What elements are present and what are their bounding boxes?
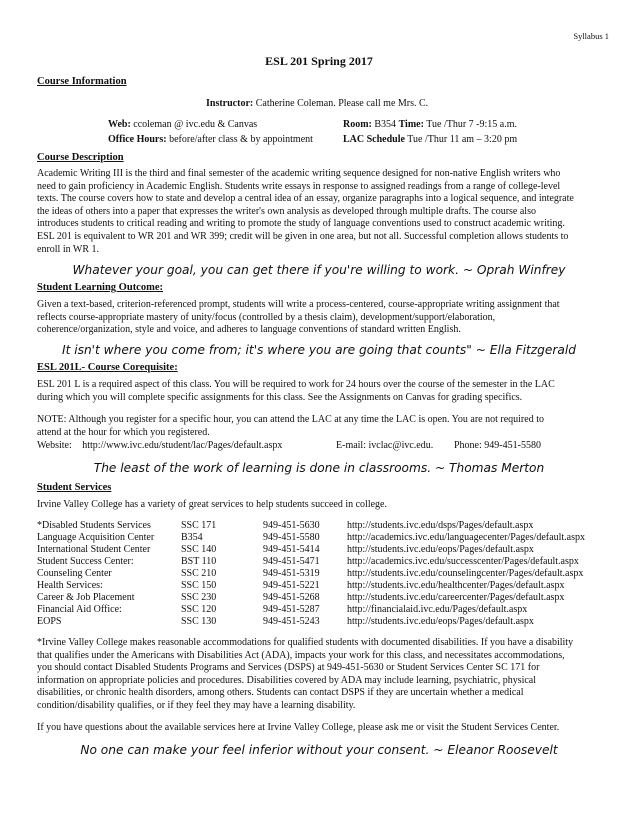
- course-description-heading: Course Description: [37, 152, 124, 163]
- student-services-heading: Student Services: [37, 482, 112, 493]
- quote-oprah-winfrey: Whatever your goal, you can get there if you're willing to work. ~ Oprah Winfrey: [72, 263, 566, 277]
- time-label: Time:: [398, 119, 424, 130]
- service-name: Career & Job Placement: [37, 592, 135, 603]
- outcome-line: Given a text-based, criterion-referenced prompt, students will write a process-centered, course-appropriate writing assignment that: [37, 299, 560, 310]
- corequisite-heading: ESL 201L- Course Corequisite:: [37, 362, 178, 373]
- service-name: EOPS: [37, 616, 62, 627]
- service-phone: 949-451-5471: [263, 556, 320, 567]
- web-label: Web:: [108, 119, 131, 130]
- quote-ella-fitzgerald: It isn't where you come from; it's where you are going that counts" ~ Ella Fitzgerald: [61, 343, 577, 357]
- service-room: SSC 150: [181, 580, 217, 591]
- service-room: SSC 120: [181, 604, 217, 615]
- outcome-line: coherence/organization, style and voice, and adheres to language conventions of standard written English.: [37, 324, 461, 336]
- lac-email: E-mail: ivclac@ivc.edu.: [336, 440, 434, 451]
- quote-eleanor-roosevelt: No one can make your feel inferior without your consent. ~ Eleanor Roosevelt: [80, 743, 558, 757]
- service-phone: 949-451-5580: [263, 532, 320, 543]
- learning-outcome-heading: Student Learning Outcome:: [37, 282, 163, 293]
- description-line: the ideas of others into a paper that expresses the writer's own analysis as developed through multiple drafts. The course also: [37, 205, 536, 217]
- service-room: SSC 171: [181, 520, 217, 531]
- office-hours-label: Office Hours:: [108, 134, 167, 145]
- service-phone: 949-451-5630: [263, 520, 320, 531]
- ada-line: disabilities, or chronic health disorders, among others. Students can contact DSPS if they are uncertain whether a medical: [37, 687, 524, 699]
- description-line: texts. The course covers how to state and develop a central idea of an essay, organize paragraphs into a logical sequence, and integrate: [37, 193, 574, 205]
- course-information-heading: Course Information: [37, 76, 127, 87]
- service-room: SSC 210: [181, 568, 217, 579]
- lac-website-link[interactable]: http://www.ivc.edu/student/lac/Pages/default.aspx: [82, 440, 283, 451]
- service-url[interactable]: http://students.ivc.edu/eops/Pages/default.aspx: [347, 544, 534, 555]
- service-room: SSC 230: [181, 592, 217, 603]
- service-name: Student Success Center:: [37, 556, 134, 567]
- office-hours-line: [108, 134, 313, 147]
- ada-accommodations-text: [37, 637, 603, 713]
- ada-line: condition/disability qualifies, or if they feel they may have a learning disability.: [37, 699, 356, 711]
- quote-thomas-merton: The least of the work of learning is done in classrooms. ~ Thomas Merton: [93, 461, 545, 475]
- room-value: B354: [374, 119, 397, 130]
- ada-line: you should contact Disabled Students Programs and Services (DSPS) at 949-451-5630 or Student Services Center SC 171 for: [37, 662, 540, 674]
- service-name: Health Services:: [37, 580, 103, 591]
- page-title: ESL 201 Spring 2017: [265, 54, 373, 68]
- lac-website-line: [37, 440, 282, 453]
- service-room: B354: [181, 532, 203, 543]
- note-line: attend at the hour for which you registered.: [37, 426, 210, 438]
- service-name: Counseling Center: [37, 568, 112, 579]
- corequisite-line: ESL 201 L is a required aspect of this class. You will be required to work for 24 hours over the course of the semester in the LAC: [37, 379, 555, 390]
- service-url[interactable]: http://students.ivc.edu/eops/Pages/default.aspx: [347, 616, 534, 627]
- service-url[interactable]: http://academics.ivc.edu/successcenter/Pages/default.aspx: [347, 556, 579, 567]
- description-line: introduces students to critical reading and writing to promote the study of language conventions used to construct academic writing.: [37, 218, 565, 230]
- web-value: ccoleman @ ivc.edu & Canvas: [133, 119, 258, 130]
- web-line: [108, 119, 257, 132]
- service-name: Financial Aid Office:: [37, 604, 122, 615]
- lac-phone: Phone: 949-451-5580: [454, 440, 541, 451]
- instructor-line: [206, 98, 428, 111]
- corequisite-text: [37, 379, 603, 404]
- lac-schedule-value: Tue /Thur 11 am – 3:20 pm: [407, 134, 518, 145]
- service-room: SSC 140: [181, 544, 217, 555]
- service-url[interactable]: http://students.ivc.edu/dsps/Pages/default.aspx: [347, 520, 534, 531]
- room-label: Room:: [343, 119, 372, 130]
- service-phone: 949-451-5221: [263, 580, 320, 591]
- student-services-intro: Irvine Valley College has a variety of great services to help students succeed in college.: [37, 499, 387, 510]
- service-url[interactable]: http://students.ivc.edu/healthcenter/Pages/default.aspx: [347, 580, 565, 591]
- corequisite-line: during which you will complete specific assignments for this class. See the Assignments on Canvas for grading specifics.: [37, 391, 523, 403]
- service-room: SSC 130: [181, 616, 217, 627]
- service-url[interactable]: http://financialaid.ivc.edu/Pages/default.aspx: [347, 604, 528, 615]
- service-phone: 949-451-5414: [263, 544, 320, 555]
- time-value: Tue /Thur 7 -9:15 a.m.: [426, 119, 518, 130]
- note-line: NOTE: Although you register for a specific hour, you can attend the LAC at any time the LAC is open. You are not required to: [37, 414, 544, 425]
- service-phone: 949-451-5243: [263, 616, 320, 627]
- ada-line: that qualifies under the Americans with Disabilities Act (ADA), impacts your work for this class, and necessitates accommodations,: [37, 649, 565, 661]
- page-number: Syllabus 1: [573, 31, 609, 41]
- service-url[interactable]: http://students.ivc.edu/counselingcenter/Pages/default.aspx: [347, 568, 584, 579]
- office-hours-value: before/after class & by appointment: [169, 134, 313, 145]
- course-description-text: [37, 168, 603, 256]
- service-name: *Disabled Students Services: [37, 520, 151, 531]
- instructor-value: Catherine Coleman. Please call me Mrs. C.: [255, 98, 429, 109]
- service-name: Language Acquisition Center: [37, 532, 155, 543]
- service-phone: 949-451-5319: [263, 568, 320, 579]
- description-line: ESL 201 is equivalent to WR 201 and WR 399; credit will be given in one area, but not all. Successful completion allows students to: [37, 230, 569, 242]
- outcome-line: reflects course-appropriate mastery of unity/focus (controlled by a thesis claim), development/support/elaboration,: [37, 311, 496, 323]
- ada-line: information on appropriate policies and procedures. Disabilities covered by ADA may include learning, psychiatric, physical: [37, 674, 537, 686]
- service-phone: 949-451-5287: [263, 604, 320, 615]
- lac-schedule-line: [343, 134, 517, 147]
- description-line: need to gain proficiency in Academic English. Students write essays in response to assigned readings from a range of college-level: [37, 180, 561, 192]
- service-room: BST 110: [181, 556, 217, 567]
- learning-outcome-text: [37, 299, 603, 337]
- ada-line: *Irvine Valley College makes reasonable accommodations for qualified students with documented disabilities. If you have a disability: [37, 637, 574, 648]
- description-line: enroll in WR 1.: [37, 243, 100, 255]
- service-phone: 949-451-5268: [263, 592, 320, 603]
- service-url[interactable]: http://students.ivc.edu/careercenter/Pages/default.aspx: [347, 592, 565, 603]
- services-closing-text: If you have questions about the available services here at Irvine Valley College, please ask me or visit the Student Services Center.: [37, 722, 560, 733]
- description-line: Academic Writing III is the third and final semester of the academic writing sequence designed for non-native English writers who: [37, 168, 561, 179]
- website-label: Website:: [37, 440, 72, 451]
- service-name: International Student Center: [37, 544, 151, 555]
- instructor-label: Instructor:: [206, 98, 254, 109]
- service-url[interactable]: http://academics.ivc.edu/languagecenter/Pages/default.aspx: [347, 532, 585, 543]
- corequisite-note: [37, 414, 603, 439]
- room-time-line: [343, 119, 517, 132]
- lac-schedule-label: LAC Schedule: [343, 134, 405, 145]
